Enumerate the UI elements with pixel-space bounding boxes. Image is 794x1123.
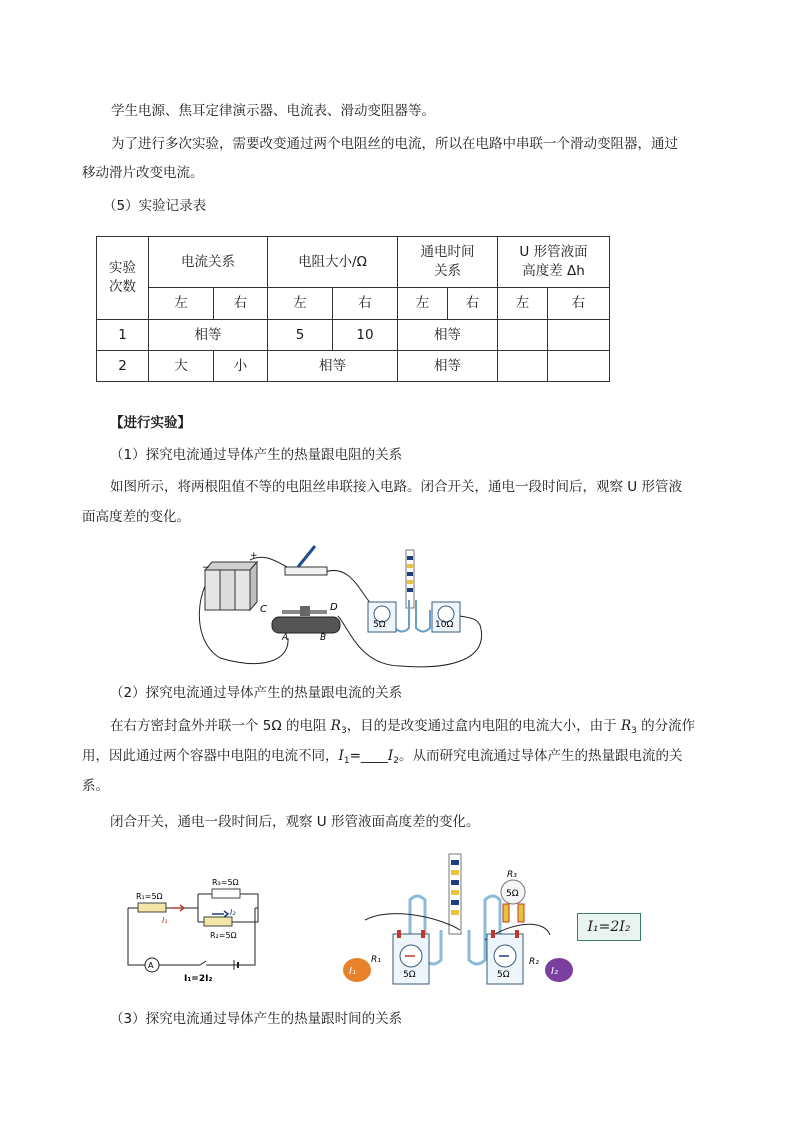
header-trial: 实验 次数	[97, 237, 149, 320]
row1-r-left: 5	[268, 320, 333, 351]
sub-right: 右	[448, 288, 498, 320]
switch-icon	[285, 546, 327, 575]
intro-equipment: 学生电源、焦耳定律演示器、电流表、滑动变阻器等。	[111, 103, 435, 119]
i1-bubble	[343, 958, 371, 982]
r2-label: R₂	[529, 957, 539, 967]
r1-label: R₁	[371, 955, 381, 965]
parallel-circuit-diagram	[120, 870, 280, 982]
header-time: 通电时间 关系	[398, 237, 498, 288]
r3-value: 5Ω	[506, 889, 519, 899]
sub-right: 右	[548, 288, 610, 320]
svg-text:+: +	[250, 551, 258, 561]
row1-time: 相等	[398, 320, 498, 351]
label-b: B	[320, 633, 327, 643]
s2-text-line2: 用，因此通过两个容器中电阻的电流不同，$I_1=\_\_\_\_I_2$。从而研究电流通过导体产生的热量跟电流的关	[82, 748, 683, 766]
sub-left: 左	[498, 288, 548, 320]
svg-text:−: −	[202, 563, 210, 573]
left-resistance: 5Ω	[403, 970, 416, 980]
battery-icon	[205, 562, 257, 610]
row2-h-left	[498, 351, 548, 382]
parallel-apparatus-figure	[335, 850, 585, 988]
ammeter-label: A	[148, 961, 154, 970]
s2-text-line4: 闭合开关，通电一段时间后，观察 U 形管液面高度差的变化。	[110, 814, 480, 830]
intro-paragraph-line1: 为了进行多次实验，需要改变通过两个电阻丝的电流，所以在电路中串联一个滑动变阻器，通过	[111, 136, 678, 152]
sub-right: 右	[214, 288, 268, 320]
row1-current: 相等	[149, 320, 268, 351]
row1-trial: 1	[97, 320, 149, 351]
r1-label: R₁=5Ω	[136, 892, 163, 901]
section-heading: 【进行实验】	[110, 415, 191, 431]
i1-label: I₁	[162, 916, 168, 925]
i2-label: I₂	[551, 966, 558, 977]
s3-title: （3）探究电流通过导体产生的热量跟时间的关系	[110, 1011, 403, 1027]
current-relation: I₁=2I₂	[184, 974, 213, 982]
header-height: U 形管液面 高度差 Δh	[498, 237, 610, 288]
row2-trial: 2	[97, 351, 149, 382]
sub-left: 左	[268, 288, 333, 320]
sub-right: 右	[333, 288, 398, 320]
header-current: 电流关系	[149, 237, 268, 288]
label-d: D	[330, 602, 338, 613]
left-resistance: 5Ω	[373, 620, 386, 630]
header-resistance: 电阻大小/Ω	[268, 237, 398, 288]
i2-bubble	[545, 958, 573, 982]
row2-h-right	[548, 351, 610, 382]
row1-h-left	[498, 320, 548, 351]
row1-h-right	[548, 320, 610, 351]
s1-text-line1: 如图所示，将两根阻值不等的电阻丝串联接入电路。闭合开关，通电一段时间后，观察 U 形管液	[110, 479, 682, 495]
label-a: A	[282, 633, 289, 643]
row2-c-left: 大	[149, 351, 214, 382]
sub-left: 左	[398, 288, 448, 320]
i2-label: I₂	[230, 908, 236, 917]
row2-c-right: 小	[214, 351, 268, 382]
r3-label: R₃	[507, 870, 517, 880]
sub-left: 左	[149, 288, 214, 320]
relation-box: I₁=2I₂	[577, 913, 641, 941]
s2-text-line3: 系。	[82, 778, 109, 794]
s2-text-line1: 在右方密封盒外并联一个 5Ω 的电阻 $R_3$，目的是改变通过盒内电阻的电流大小，由于 $R_3$ 的分流作	[110, 718, 696, 736]
table-title: （5）实验记录表	[103, 198, 207, 214]
label-c: C	[260, 604, 267, 615]
r3-label: R₃=5Ω	[212, 878, 239, 887]
u-tube-icon	[395, 550, 430, 632]
row2-resistance: 相等	[268, 351, 398, 382]
right-resistance: 5Ω	[497, 970, 510, 980]
intro-paragraph-line2: 移动滑片改变电流。	[82, 165, 204, 181]
row2-time: 相等	[398, 351, 498, 382]
i1-label: I₁	[349, 966, 356, 977]
s1-text-line2: 面高度差的变化。	[82, 509, 190, 525]
right-resistance: 10Ω	[435, 620, 454, 630]
record-table	[96, 236, 610, 382]
s1-title: （1）探究电流通过导体产生的热量跟电阻的关系	[110, 447, 403, 463]
series-circuit-figure	[190, 540, 490, 672]
row1-r-right: 10	[333, 320, 398, 351]
r2-label: R₂=5Ω	[210, 931, 237, 940]
s2-title: （2）探究电流通过导体产生的热量跟电流的关系	[110, 685, 403, 701]
